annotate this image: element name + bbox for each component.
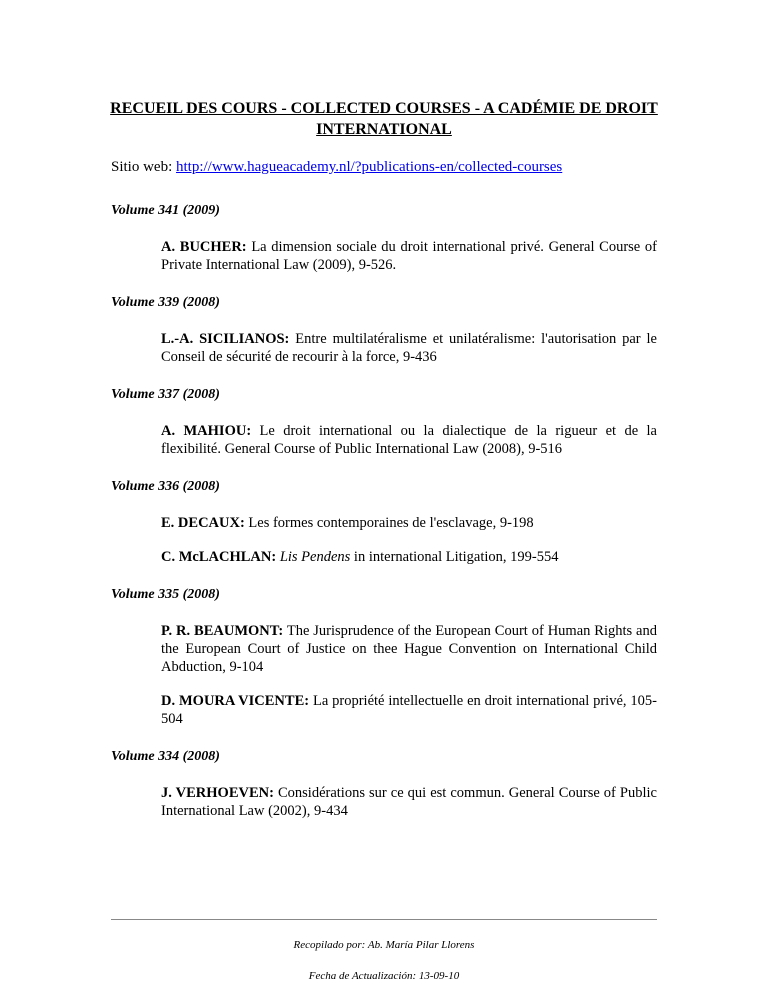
website-link[interactable]: http://www.hagueacademy.nl/?publications-en/collected-courses — [176, 159, 563, 175]
volume-title: Volume 339 (2008) — [111, 295, 220, 310]
course-author: D. MOURA VICENTE: — [161, 693, 310, 709]
course-author: J. VERHOEVEN: — [161, 785, 274, 801]
course-text: La propriété intellectuelle en droit international privé, 105-504 — [161, 693, 657, 727]
course-author: A. MAHIOU: — [161, 423, 252, 439]
website-label: Sitio web: — [111, 159, 177, 175]
volume-section — [111, 586, 657, 728]
course-entry — [161, 238, 657, 274]
course-text: Entre multilatéralisme et unilatéralisme: l'autorisation par le Conseil de sécurité de recourir à la force, 9-436 — [161, 331, 657, 365]
course-entry — [161, 422, 657, 458]
course-text: The Jurisprudence of the European Court of Human Rights and the European Court of Justice on thee Hague Convention on International Child Abduction, 9-104 — [161, 623, 657, 675]
volume-title: Volume 334 (2008) — [111, 749, 220, 764]
course-author: L.-A. SICILIANOS: — [161, 331, 290, 347]
course-entry — [161, 784, 657, 820]
course-entry — [161, 692, 657, 728]
volume-title: Volume 341 (2009) — [111, 203, 220, 218]
footer-updated: Fecha de Actualización: 13-09-10 — [308, 970, 460, 982]
course-entry — [161, 548, 657, 566]
website-line — [111, 158, 562, 176]
course-text: Le droit international ou la dialectique de la rigueur et de la flexibilité. General Course of Public International Law (2008), 9-516 — [161, 423, 657, 457]
volumes-list — [111, 202, 657, 840]
course-author: C. McLACHLAN: — [161, 549, 277, 565]
footer-compiled-by: Recopilado por: Ab. María Pilar Llorens — [293, 939, 475, 951]
volume-section — [111, 294, 657, 366]
volume-title: Volume 336 (2008) — [111, 479, 220, 494]
course-author: P. R. BEAUMONT: — [161, 623, 284, 639]
course-entry — [161, 622, 657, 676]
document-title: RECUEIL DES COURS - COLLECTED COURSES - A CADÉMIE DE DROIT INTERNATIONAL — [110, 100, 658, 138]
course-entry — [161, 330, 657, 366]
volume-section — [111, 386, 657, 458]
volume-section — [111, 748, 657, 820]
volume-section — [111, 478, 657, 566]
footer-divider — [111, 919, 657, 920]
course-text: in international Litigation, 199-554 — [350, 549, 559, 565]
course-italic-text: Lis Pendens — [276, 549, 351, 565]
volume-title: Volume 335 (2008) — [111, 587, 220, 602]
course-text: La dimension sociale du droit international privé. General Course of Private International Law (2009), 9-526. — [161, 239, 657, 273]
volume-title: Volume 337 (2008) — [111, 387, 220, 402]
course-author: E. DECAUX: — [161, 515, 245, 531]
course-entry — [161, 514, 657, 532]
course-author: A. BUCHER: — [161, 239, 247, 255]
course-text: Les formes contemporaines de l'esclavage, 9-198 — [244, 515, 534, 531]
volume-section — [111, 202, 657, 274]
course-text: Considérations sur ce qui est commun. General Course of Public International Law (2002), 9-434 — [161, 785, 657, 819]
